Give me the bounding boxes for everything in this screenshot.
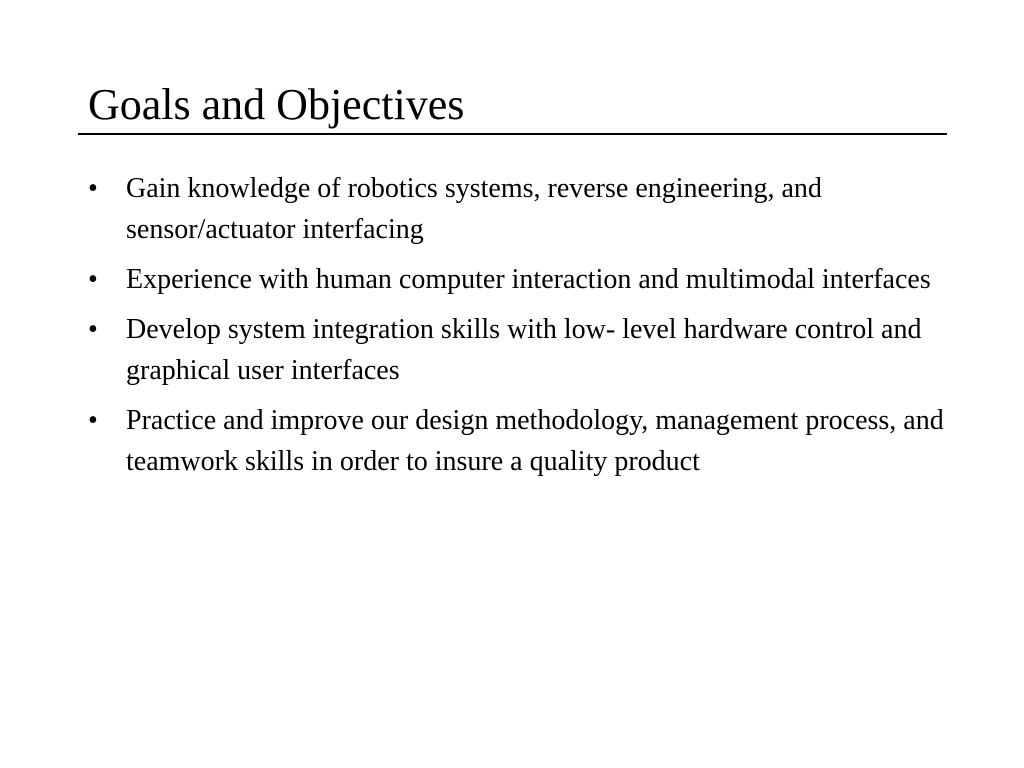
bullet-item <box>88 259 948 300</box>
bullet-list <box>88 168 948 491</box>
bullet-text: Gain knowledge of robotics systems, reverse engineering, and sensor/actuator interfacing <box>126 173 822 245</box>
title-underline <box>78 133 947 135</box>
bullet-item <box>88 309 948 391</box>
bullet-marker: • <box>88 173 98 204</box>
bullet-item <box>88 168 948 250</box>
bullet-text: Experience with human computer interaction and multimodal interfaces <box>126 264 931 295</box>
bullet-text: Practice and improve our design methodology, management process, and teamwork skills in order to insure a quality product <box>126 405 944 477</box>
slide-title: Goals and Objectives <box>88 80 465 129</box>
bullet-marker: • <box>88 314 98 345</box>
bullet-marker: • <box>88 405 98 436</box>
bullet-text: Develop system integration skills with low- level hardware control and graphical user interfaces <box>126 314 922 386</box>
bullet-marker: • <box>88 264 98 295</box>
bullet-item <box>88 400 948 482</box>
